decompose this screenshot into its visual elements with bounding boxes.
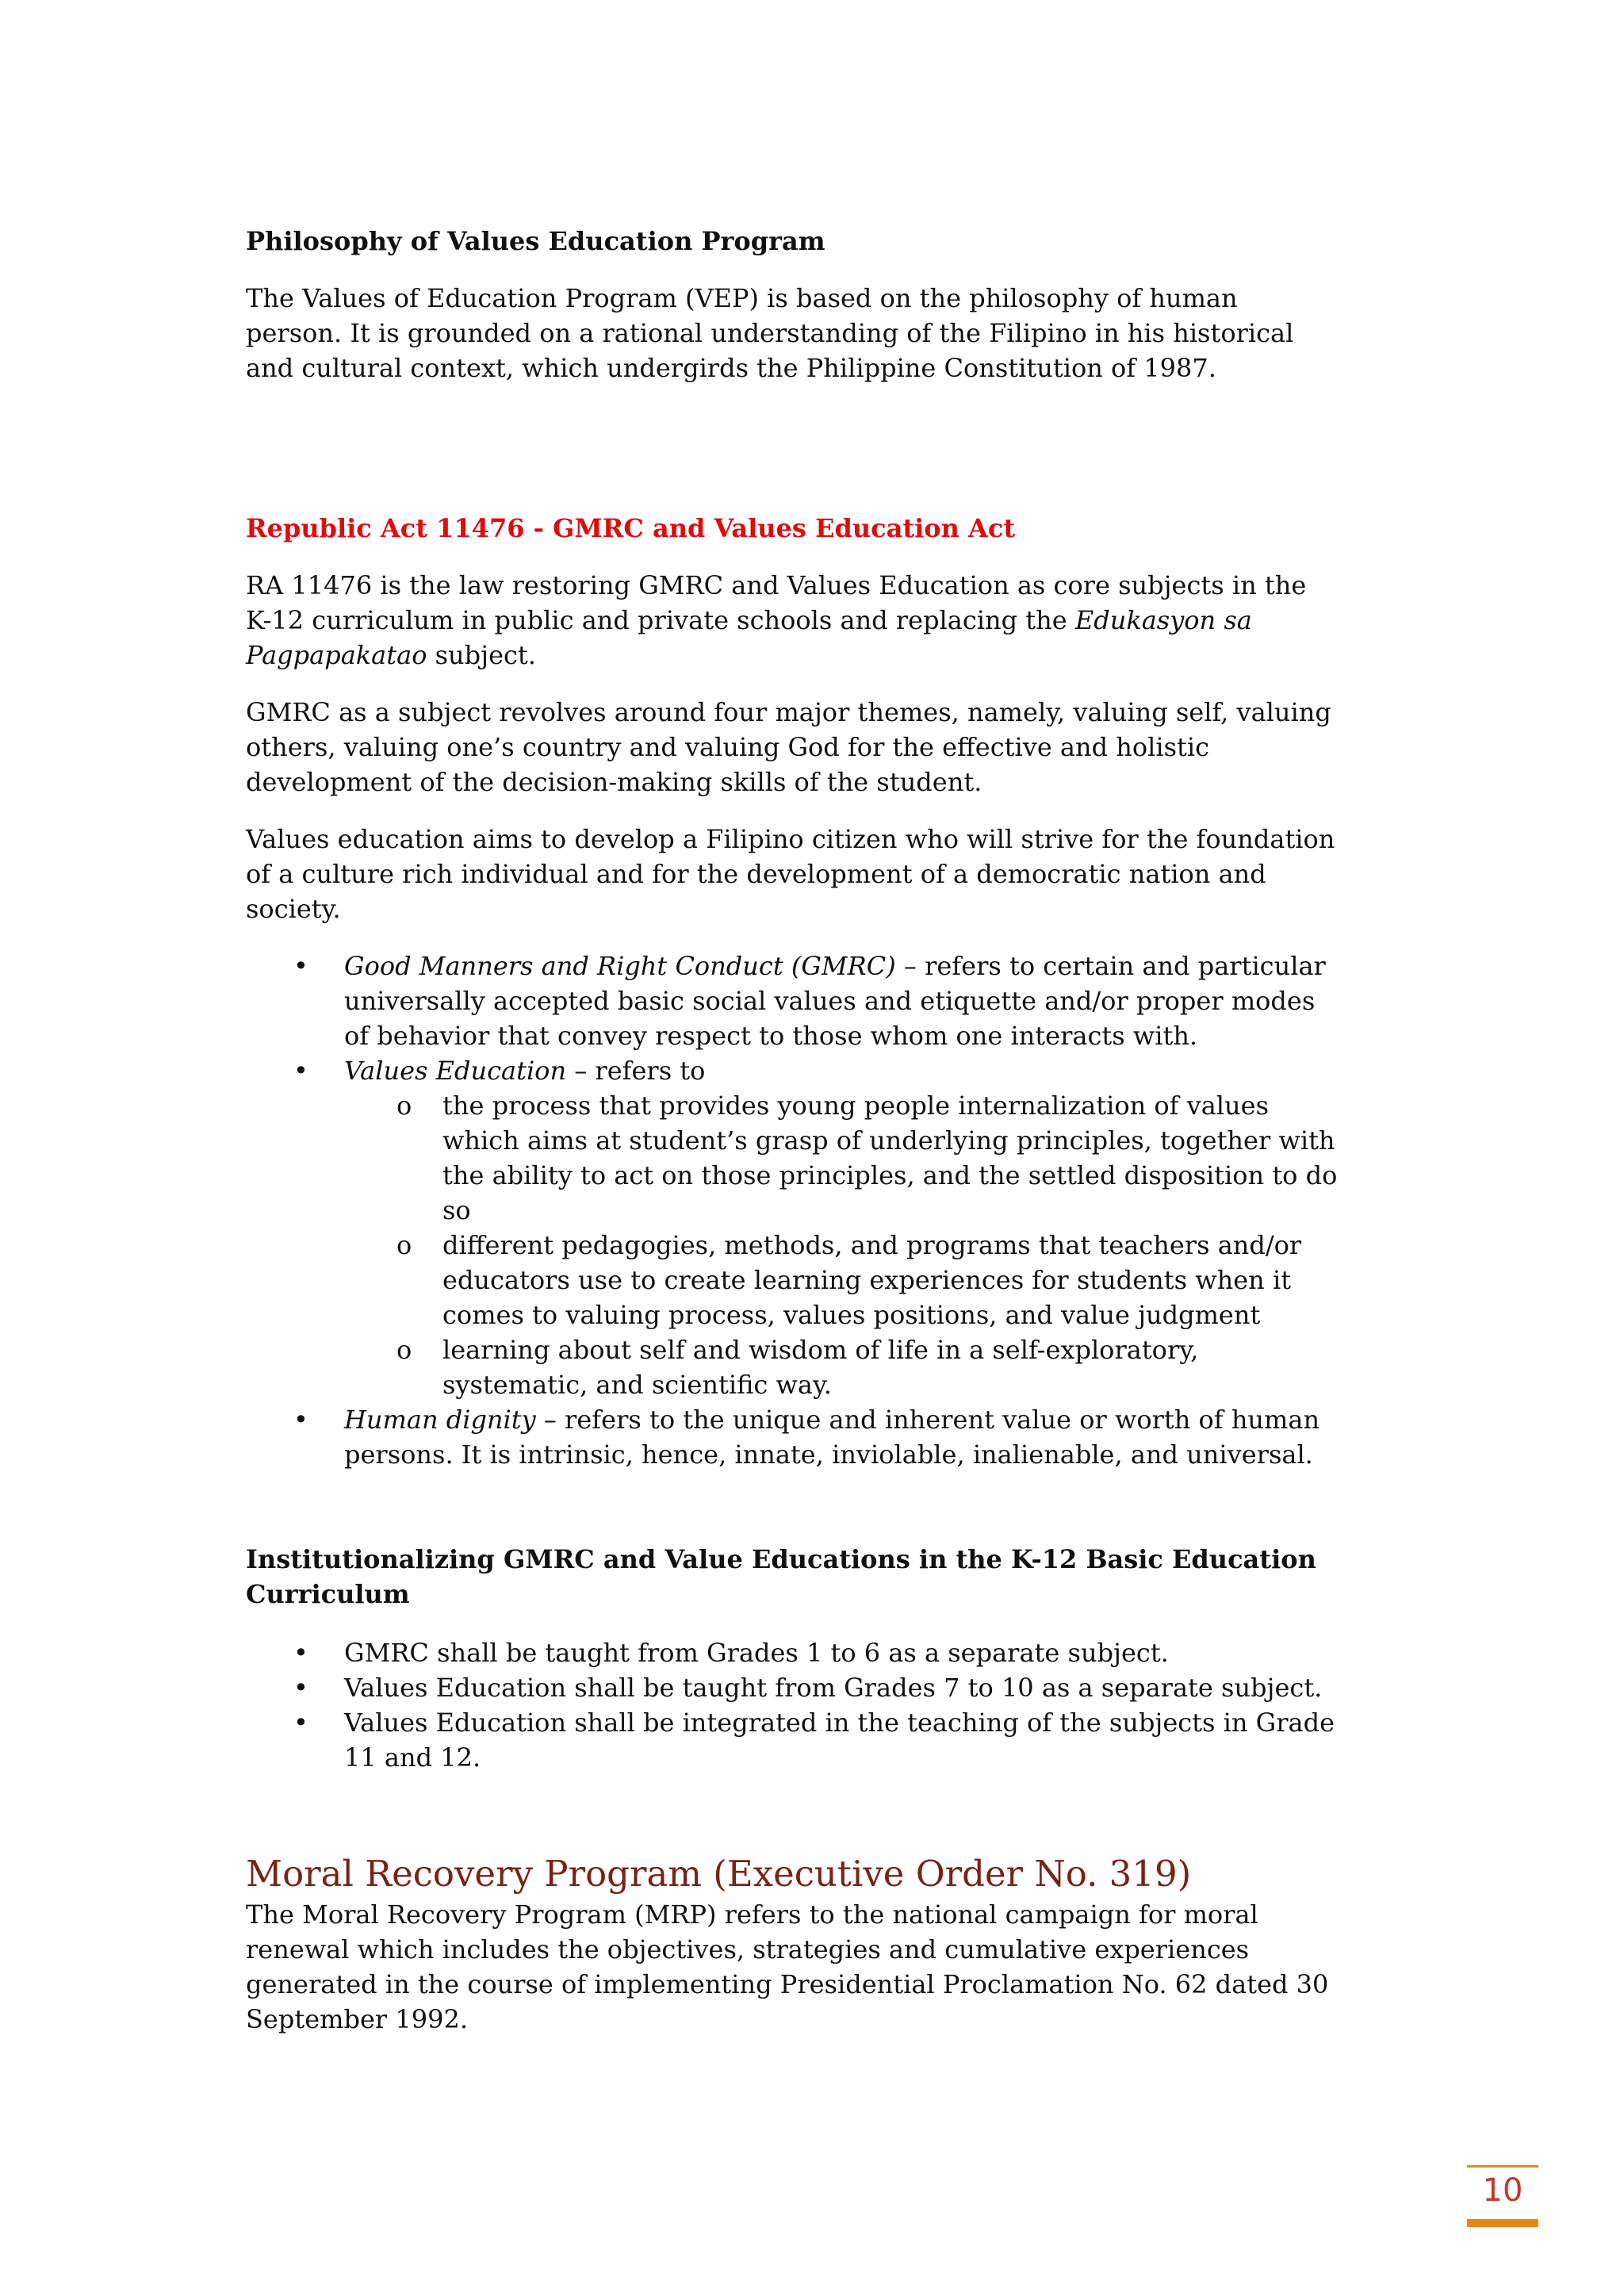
- list-item: [246, 1635, 1388, 1670]
- section-heading-institutionalizing: [246, 1542, 1388, 1612]
- text-line: GMRC as a subject revolves around four major themes, namely, valuing self, valuing: [246, 697, 1331, 727]
- values-education-sublist: [344, 1088, 1388, 1402]
- text-line: K-12 curriculum in public and private schools and replacing the: [246, 605, 1075, 635]
- term-text: Good Manners and Right Conduct (GMRC): [344, 951, 896, 981]
- text-line: society.: [246, 894, 341, 924]
- text-line: persons. It is intrinsic, hence, innate, inviolable, inalienable, and universal.: [344, 1439, 1313, 1470]
- section-heading-moral-recovery: Moral Recovery Program (Executive Order No. 319): [246, 1853, 1192, 1895]
- text-line: of behavior that convey respect to those whom one interacts with.: [344, 1021, 1198, 1051]
- list-item-values-education: [246, 1053, 1388, 1402]
- philosophy-paragraph: [246, 281, 1388, 385]
- text-line: RA 11476 is the law restoring GMRC and Values Education as core subjects in the: [246, 570, 1307, 600]
- ra11476-paragraph: [246, 568, 1388, 673]
- text-line: GMRC shall be taught from Grades 1 to 6 as a separate subject.: [344, 1638, 1169, 1668]
- text-line: subject.: [427, 640, 536, 670]
- text-line: Values Education shall be taught from Grades 7 to 10 as a separate subject.: [344, 1673, 1323, 1703]
- term-text: Values Education: [344, 1056, 567, 1086]
- text-line: – refers to certain and particular: [895, 951, 1326, 981]
- text-line: September 1992.: [246, 2004, 468, 2034]
- list-item: [246, 1670, 1388, 1705]
- gmrc-themes-paragraph: [246, 695, 1388, 799]
- text-line: comes to valuing process, values positions, and value judgment: [442, 1300, 1261, 1330]
- text-line: generated in the course of implementing Presidential Proclamation No. 62 dated 30: [246, 1969, 1329, 1999]
- list-item-human-dignity: [246, 1402, 1388, 1472]
- values-education-aim-paragraph: [246, 822, 1388, 926]
- definitions-list: [246, 949, 1388, 1472]
- list-item: [246, 1705, 1388, 1775]
- heading-line: Curriculum: [246, 1579, 410, 1609]
- emphasis-text: Edukasyon sa: [1074, 605, 1252, 635]
- sub-list-item: [246, 1228, 1388, 1332]
- emphasis-text: Pagpapakatao: [246, 640, 427, 670]
- page-number: 10: [1482, 2172, 1523, 2209]
- text-line: which aims at student’s grasp of underlying principles, together with: [442, 1125, 1335, 1156]
- text-line: systematic, and scientific way.: [442, 1370, 832, 1400]
- text-line: Values Education shall be integrated in the teaching of the subjects in Grade: [344, 1708, 1335, 1738]
- heading-line: Institutionalizing GMRC and Value Educations in the K-12 Basic Education: [246, 1544, 1316, 1574]
- text-line: 11 and 12.: [344, 1742, 481, 1773]
- text-line: universally accepted basic social values and etiquette and/or proper modes: [344, 986, 1316, 1016]
- text-line: others, valuing one’s country and valuing God for the effective and holistic: [246, 732, 1210, 762]
- page-number-bottom-bar: [1467, 2219, 1538, 2227]
- text-line: different pedagogies, methods, and programs that teachers and/or: [442, 1230, 1302, 1260]
- text-line: and cultural context, which undergirds the Philippine Constitution of 1987.: [246, 353, 1216, 383]
- text-line: renewal which includes the objectives, strategies and cumulative experiences: [246, 1934, 1250, 1964]
- section-heading-philosophy: Philosophy of Values Education Program: [246, 226, 825, 256]
- sub-list-item: [246, 1088, 1388, 1228]
- text-line: – refers to: [566, 1056, 706, 1086]
- text-line: the ability to act on those principles, and the settled disposition to do: [442, 1160, 1338, 1190]
- text-line: Values education aims to develop a Filipino citizen who will strive for the foundation: [246, 824, 1335, 854]
- text-line: learning about self and wisdom of life in a self-exploratory,: [442, 1335, 1199, 1365]
- text-line: so: [442, 1195, 471, 1225]
- grades-list: [246, 1635, 1388, 1775]
- text-line: of a culture rich individual and for the development of a democratic nation and: [246, 859, 1266, 889]
- text-line: educators use to create learning experiences for students when it: [442, 1265, 1292, 1295]
- sub-list-item: [246, 1332, 1388, 1402]
- text-line: The Moral Recovery Program (MRP) refers to the national campaign for moral: [246, 1899, 1258, 1930]
- term-text: Human dignity: [344, 1405, 536, 1435]
- text-line: The Values of Education Program (VEP) is based on the philosophy of human: [246, 283, 1238, 313]
- text-line: the process that provides young people internalization of values: [442, 1091, 1269, 1121]
- document-page: [246, 224, 1388, 2037]
- section-heading-ra11476: Republic Act 11476 - GMRC and Values Education Act: [246, 513, 1016, 543]
- text-line: development of the decision-making skills of the student.: [246, 767, 982, 797]
- list-item-gmrc: [246, 949, 1388, 1053]
- text-line: – refers to the unique and inherent value or worth of human: [535, 1405, 1320, 1435]
- text-line: person. It is grounded on a rational understanding of the Filipino in his historical: [246, 318, 1294, 348]
- moral-recovery-paragraph: [246, 1897, 1388, 2037]
